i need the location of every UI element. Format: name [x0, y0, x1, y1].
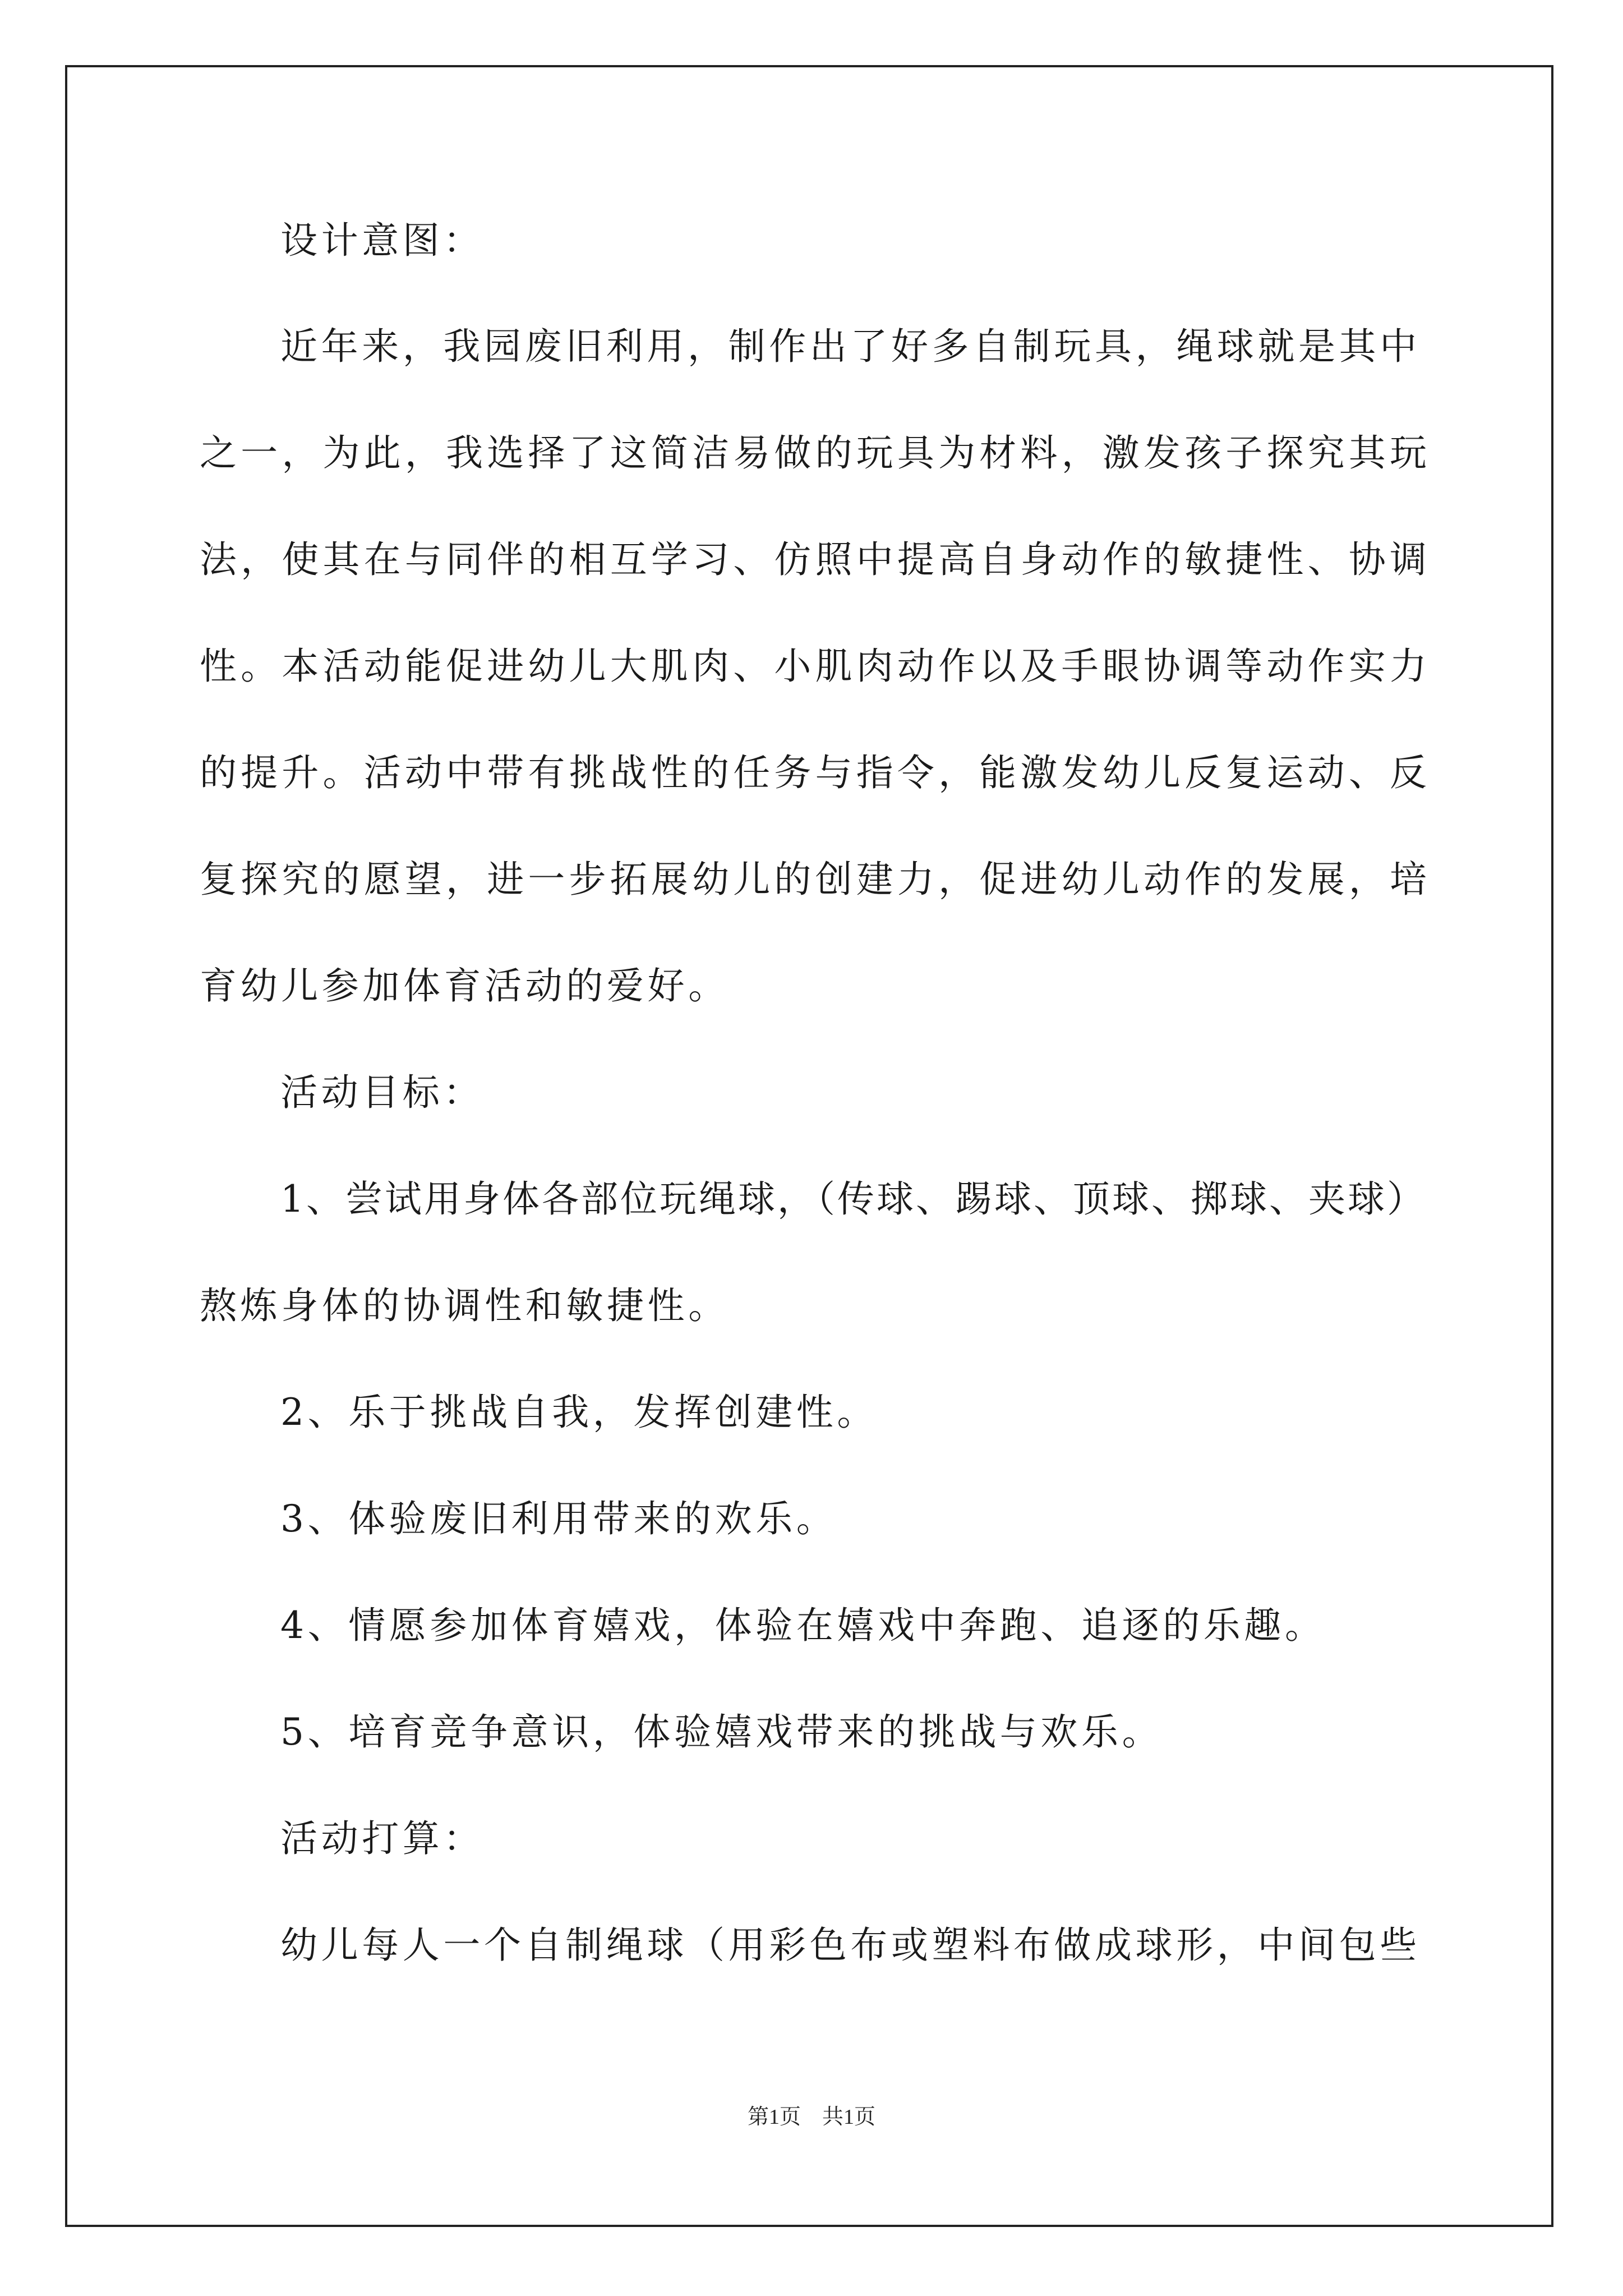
paragraph-line: 近年来，我园废旧利用，制作出了好多自制玩具，绳球就是其中: [280, 325, 1421, 368]
paragraph-line: 复探究的愿望，进一步拓展幼儿的创建力，促进幼儿动作的发展，培: [200, 858, 1427, 901]
preparation-line: 幼儿每人一个自制绳球（用彩色布或塑料布做成球形，中间包些: [280, 1924, 1421, 1967]
goal-item-4: 4、情愿参加体育嬉戏，体验在嬉戏中奔跑、追逐的乐趣。: [280, 1604, 1326, 1647]
paragraph-line: 育幼儿参加体育活动的爱好。: [200, 964, 729, 1007]
goal-item-1: 1、尝试用身体各部位玩绳球，（传球、踢球、顶球、掷球、夹球）: [280, 1177, 1426, 1221]
paragraph-line: 法，使其在与同伴的相互学习、仿照中提高自身动作的敏捷性、协调: [200, 538, 1427, 581]
page-border: [65, 65, 1553, 2227]
goal-item-2: 2、乐于挑战自我，发挥创建性。: [280, 1391, 878, 1434]
heading-activity-goals: 活动目标：: [280, 1071, 484, 1114]
paragraph-line: 性。本活动能促进幼儿大肌肉、小肌肉动作以及手眼协调等动作实力: [200, 645, 1427, 688]
paragraph-line: 之一，为此，我选择了这简洁易做的玩具为材料，激发孩子探究其玩: [200, 431, 1427, 475]
page-number-footer: 第1页 共1页: [747, 2105, 875, 2129]
goal-item-1-continued: 熬炼身体的协调性和敏捷性。: [200, 1284, 729, 1327]
heading-activity-preparation: 活动打算：: [280, 1817, 484, 1860]
heading-design-intent: 设计意图：: [280, 219, 484, 262]
goal-item-3: 3、体验废旧利用带来的欢乐。: [280, 1497, 837, 1540]
goal-item-5: 5、培育竞争意识，体验嬉戏带来的挑战与欢乐。: [280, 1710, 1163, 1754]
paragraph-line: 的提升。活动中带有挑战性的任务与指令，能激发幼儿反复运动、反: [200, 751, 1427, 794]
